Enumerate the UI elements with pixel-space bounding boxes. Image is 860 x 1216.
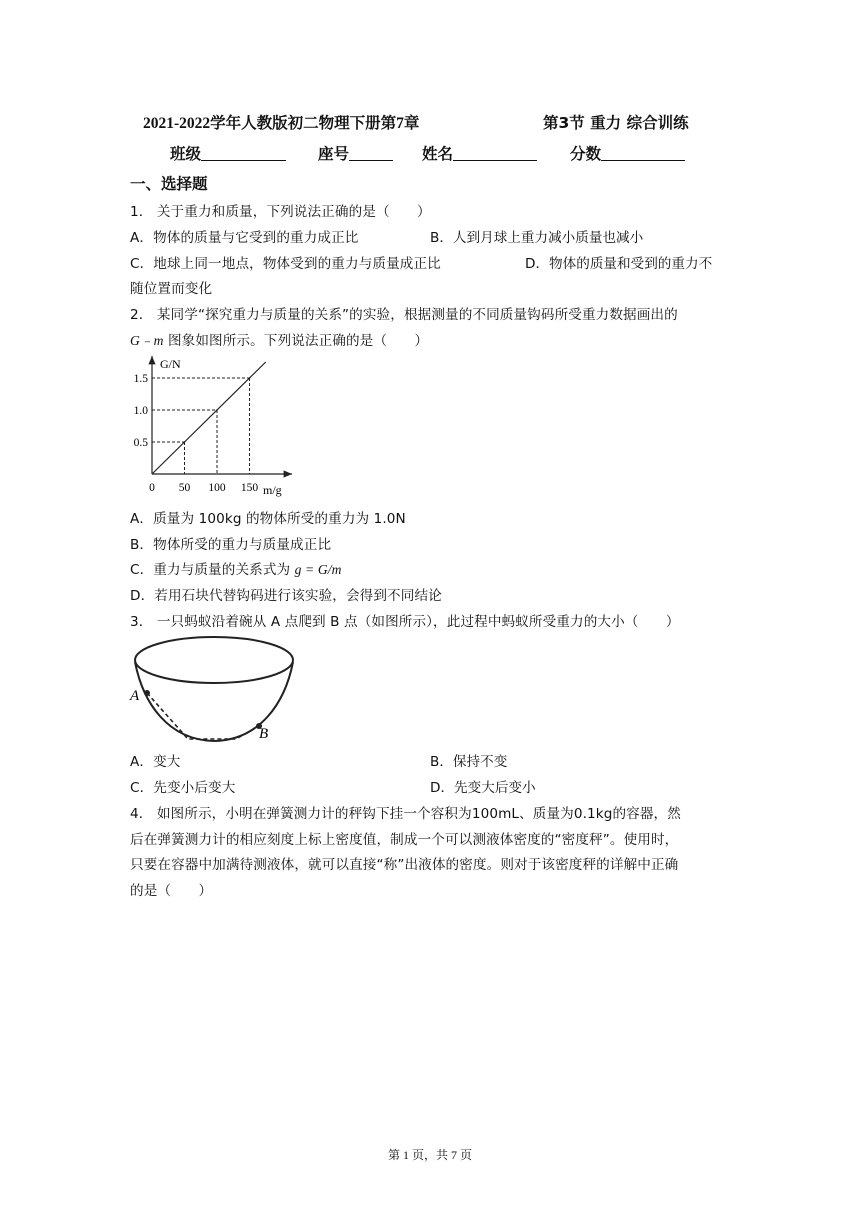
q2-stem-line2 xyxy=(130,329,428,349)
seat-field xyxy=(318,142,393,164)
q1-option-d-cont: 随位置而变化 xyxy=(130,281,213,297)
seat-blank xyxy=(349,145,393,161)
q1-option-d: D．物体的质量和受到的重力不 xyxy=(525,256,713,272)
y-tick-label: 1.5 xyxy=(133,373,148,385)
q1-stem: 1． 关于重力和质量，下列说法正确的是（ ） xyxy=(130,204,431,220)
seat-label: 座号 xyxy=(318,145,350,163)
q3-option-b: B．保持不变 xyxy=(430,754,508,770)
y-tick-label: 0.5 xyxy=(133,437,148,449)
worksheet-title-left: 2021-2022学年人教版初二物理下册第7章 xyxy=(143,115,420,132)
q2-option-a: A．质量为 100kg 的物体所受的重力为 1.0N xyxy=(130,511,406,527)
bowl-rim xyxy=(135,637,293,683)
g-m-chart xyxy=(126,352,301,500)
q2-variable: G﹣m xyxy=(130,333,164,348)
point-b-label: B xyxy=(259,726,269,742)
bowl-figure xyxy=(128,628,300,748)
x-tick-label: 100 xyxy=(208,482,226,494)
q4-stem-line3: 只要在容器中加满待测液体，就可以直接“称”出液体的密度。则对于该密度秤的详解中正确 xyxy=(130,857,679,873)
q1-option-b: B．人到月球上重力减小质量也减小 xyxy=(430,230,644,246)
q2-option-b: B．物体所受的重力与质量成正比 xyxy=(130,537,332,553)
series-line xyxy=(152,362,266,474)
name-field xyxy=(422,142,537,164)
q3-stem: 3． 一只蚂蚁沿着碗从 A 点爬到 B 点（如图所示），此过程中蚂蚁所受重力的大小（ ） xyxy=(130,614,680,630)
page-number: 第 1 页，共 7 页 xyxy=(387,1148,472,1162)
bowl-body xyxy=(135,662,293,741)
x-tick-label: 50 xyxy=(178,482,191,494)
q3-option-a: A．变大 xyxy=(130,754,181,770)
score-field xyxy=(570,142,685,164)
q4-stem-line4: 的是（ ） xyxy=(130,883,213,899)
q2-option-c-text: C．重力与质量的关系式为 xyxy=(130,562,291,578)
q1-option-a: A．物体的质量与它受到的重力成正比 xyxy=(130,230,359,246)
y-axis-label: G/N xyxy=(160,357,181,371)
class-blank xyxy=(201,145,286,161)
class-field xyxy=(170,142,286,164)
data-point xyxy=(249,377,251,379)
q3-option-c: C．先变小后变大 xyxy=(130,780,236,796)
q2-formula: g = G/m xyxy=(294,562,342,577)
q4-stem-line1: 4． 如图所示，小明在弹簧测力计的秤钩下挂一个容积为100mL、质量为0.1kg的容器，然 xyxy=(130,806,681,822)
worksheet-title-right: 第3节 重力 综合训练 xyxy=(543,114,689,132)
q2-stem-line2-text: 图象如图所示。下列说法正确的是（ ） xyxy=(167,333,429,349)
x-tick-label: 150 xyxy=(240,482,259,494)
class-label: 班级 xyxy=(170,145,202,163)
q2-option-d: D．若用石块代替钩码进行该实验，会得到不同结论 xyxy=(130,588,442,604)
q3-option-d: D．先变大后变小 xyxy=(430,780,536,796)
ant-path xyxy=(147,693,259,739)
point-a-label: A xyxy=(130,688,140,704)
name-blank xyxy=(453,145,537,161)
q1-option-c: C．地球上同一地点，物体受到的重力与质量成正比 xyxy=(130,256,441,272)
q2-option-c xyxy=(130,558,342,578)
q2-stem-line1: 2． 某同学“探究重力与质量的关系”的实验，根据测量的不同质量钩码所受重力数据画出的 xyxy=(130,307,678,323)
x-tick-label: 0 xyxy=(149,482,155,494)
x-axis-label: m/g xyxy=(263,483,282,497)
data-point xyxy=(184,441,186,443)
score-blank xyxy=(601,145,685,161)
y-tick-label: 1.0 xyxy=(133,405,148,417)
name-label: 姓名 xyxy=(422,145,454,163)
section-title: 一、选择题 xyxy=(130,175,208,193)
score-label: 分数 xyxy=(570,145,602,163)
q4-stem-line2: 后在弹簧测力计的相应刻度上标上密度值，制成一个可以测液体密度的“密度秤”。使用时， xyxy=(130,832,679,848)
data-point xyxy=(216,409,218,411)
point-a xyxy=(144,690,150,696)
